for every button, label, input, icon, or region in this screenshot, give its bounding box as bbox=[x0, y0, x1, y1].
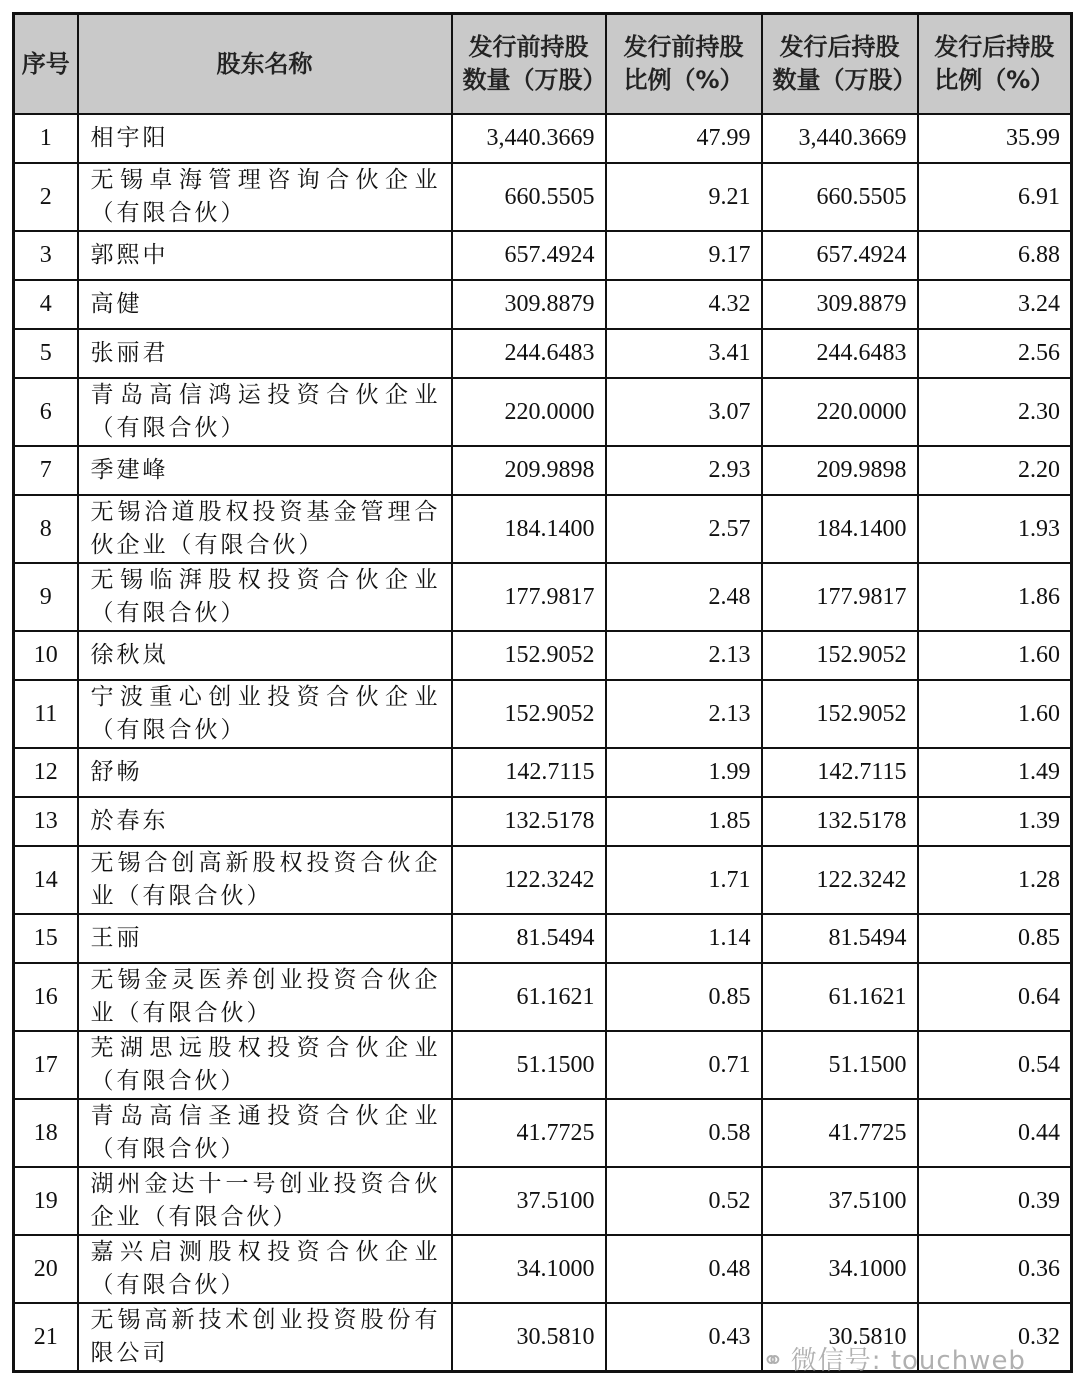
pre-issue-shares: 220.0000 bbox=[452, 378, 606, 446]
shareholder-name: 相宇阳 bbox=[78, 114, 452, 163]
pre-issue-ratio: 1.99 bbox=[606, 748, 762, 797]
pre-issue-shares: 657.4924 bbox=[452, 231, 606, 280]
pre-issue-ratio: 9.21 bbox=[606, 163, 762, 231]
post-issue-shares: 3,440.3669 bbox=[762, 114, 918, 163]
shareholder-name: 徐秋岚 bbox=[78, 631, 452, 680]
post-issue-ratio: 0.36 bbox=[918, 1235, 1072, 1303]
pre-issue-ratio: 9.17 bbox=[606, 231, 762, 280]
shareholder-name: 张丽君 bbox=[78, 329, 452, 378]
post-issue-ratio: 2.56 bbox=[918, 329, 1072, 378]
row-index: 21 bbox=[14, 1303, 78, 1372]
pre-issue-ratio: 2.93 bbox=[606, 446, 762, 495]
row-index: 6 bbox=[14, 378, 78, 446]
pre-issue-shares: 3,440.3669 bbox=[452, 114, 606, 163]
post-issue-shares: 152.9052 bbox=[762, 631, 918, 680]
row-index: 14 bbox=[14, 846, 78, 914]
post-issue-ratio: 1.86 bbox=[918, 563, 1072, 631]
pre-issue-shares: 61.1621 bbox=[452, 963, 606, 1031]
post-issue-shares: 81.5494 bbox=[762, 914, 918, 963]
post-issue-ratio: 0.44 bbox=[918, 1099, 1072, 1167]
row-index: 8 bbox=[14, 495, 78, 563]
post-issue-shares: 660.5505 bbox=[762, 163, 918, 231]
post-issue-shares: 30.5810 bbox=[762, 1303, 918, 1372]
post-issue-shares: 41.7725 bbox=[762, 1099, 918, 1167]
post-issue-shares: 209.9898 bbox=[762, 446, 918, 495]
post-issue-ratio: 0.85 bbox=[918, 914, 1072, 963]
header-row bbox=[14, 14, 1072, 115]
header-pre-ratio: 发行前持股比例（%） bbox=[606, 14, 762, 115]
table-row bbox=[14, 748, 1072, 797]
pre-issue-shares: 184.1400 bbox=[452, 495, 606, 563]
shareholder-name: 宁波重心创业投资合伙企业（有限合伙） bbox=[78, 680, 452, 748]
pre-issue-shares: 51.1500 bbox=[452, 1031, 606, 1099]
post-issue-ratio: 35.99 bbox=[918, 114, 1072, 163]
shareholder-name: 於春东 bbox=[78, 797, 452, 846]
pre-issue-ratio: 2.13 bbox=[606, 680, 762, 748]
post-issue-ratio: 1.60 bbox=[918, 631, 1072, 680]
table-row bbox=[14, 280, 1072, 329]
row-index: 15 bbox=[14, 914, 78, 963]
pre-issue-ratio: 0.43 bbox=[606, 1303, 762, 1372]
pre-issue-ratio: 0.48 bbox=[606, 1235, 762, 1303]
table-row bbox=[14, 1031, 1072, 1099]
post-issue-shares: 220.0000 bbox=[762, 378, 918, 446]
post-issue-ratio: 1.39 bbox=[918, 797, 1072, 846]
post-issue-ratio: 2.30 bbox=[918, 378, 1072, 446]
post-issue-shares: 184.1400 bbox=[762, 495, 918, 563]
table-row bbox=[14, 680, 1072, 748]
table-row bbox=[14, 446, 1072, 495]
table-row bbox=[14, 563, 1072, 631]
post-issue-shares: 132.5178 bbox=[762, 797, 918, 846]
table-row bbox=[14, 231, 1072, 280]
table-row bbox=[14, 1099, 1072, 1167]
row-index: 20 bbox=[14, 1235, 78, 1303]
table-row bbox=[14, 846, 1072, 914]
shareholder-name: 舒畅 bbox=[78, 748, 452, 797]
post-issue-shares: 61.1621 bbox=[762, 963, 918, 1031]
table-row bbox=[14, 378, 1072, 446]
row-index: 19 bbox=[14, 1167, 78, 1235]
post-issue-shares: 51.1500 bbox=[762, 1031, 918, 1099]
pre-issue-ratio: 1.14 bbox=[606, 914, 762, 963]
pre-issue-shares: 142.7115 bbox=[452, 748, 606, 797]
wechat-icon: ⚭ bbox=[762, 1346, 785, 1376]
pre-issue-ratio: 2.13 bbox=[606, 631, 762, 680]
pre-issue-ratio: 3.07 bbox=[606, 378, 762, 446]
post-issue-ratio: 3.24 bbox=[918, 280, 1072, 329]
shareholder-name: 嘉兴启测股权投资合伙企业（有限合伙） bbox=[78, 1235, 452, 1303]
pre-issue-shares: 30.5810 bbox=[452, 1303, 606, 1372]
header-post-ratio: 发行后持股比例（%） bbox=[918, 14, 1072, 115]
header-name: 股东名称 bbox=[78, 14, 452, 115]
row-index: 18 bbox=[14, 1099, 78, 1167]
pre-issue-shares: 660.5505 bbox=[452, 163, 606, 231]
pre-issue-ratio: 0.52 bbox=[606, 1167, 762, 1235]
post-issue-ratio: 1.60 bbox=[918, 680, 1072, 748]
post-issue-ratio: 0.64 bbox=[918, 963, 1072, 1031]
row-index: 10 bbox=[14, 631, 78, 680]
post-issue-shares: 309.8879 bbox=[762, 280, 918, 329]
post-issue-shares: 34.1000 bbox=[762, 1235, 918, 1303]
watermark-text: 微信号: touchweb bbox=[790, 1346, 1026, 1376]
row-index: 9 bbox=[14, 563, 78, 631]
shareholder-name: 无锡高新技术创业投资股份有限公司 bbox=[78, 1303, 452, 1372]
post-issue-ratio: 0.39 bbox=[918, 1167, 1072, 1235]
table-row bbox=[14, 1235, 1072, 1303]
header-post-shares: 发行后持股数量（万股） bbox=[762, 14, 918, 115]
pre-issue-shares: 37.5100 bbox=[452, 1167, 606, 1235]
post-issue-ratio: 6.88 bbox=[918, 231, 1072, 280]
pre-issue-ratio: 0.71 bbox=[606, 1031, 762, 1099]
post-issue-shares: 142.7115 bbox=[762, 748, 918, 797]
table-row bbox=[14, 797, 1072, 846]
table-row bbox=[14, 1167, 1072, 1235]
row-index: 13 bbox=[14, 797, 78, 846]
shareholder-name: 湖州金达十一号创业投资合伙企业（有限合伙） bbox=[78, 1167, 452, 1235]
pre-issue-shares: 132.5178 bbox=[452, 797, 606, 846]
pre-issue-ratio: 0.58 bbox=[606, 1099, 762, 1167]
post-issue-ratio: 6.91 bbox=[918, 163, 1072, 231]
pre-issue-shares: 122.3242 bbox=[452, 846, 606, 914]
pre-issue-shares: 309.8879 bbox=[452, 280, 606, 329]
post-issue-shares: 244.6483 bbox=[762, 329, 918, 378]
row-index: 16 bbox=[14, 963, 78, 1031]
pre-issue-ratio: 1.85 bbox=[606, 797, 762, 846]
pre-issue-shares: 81.5494 bbox=[452, 914, 606, 963]
post-issue-ratio: 1.93 bbox=[918, 495, 1072, 563]
table-row bbox=[14, 114, 1072, 163]
post-issue-shares: 37.5100 bbox=[762, 1167, 918, 1235]
table-row bbox=[14, 329, 1072, 378]
shareholder-name: 郭熙中 bbox=[78, 231, 452, 280]
shareholder-name: 青岛高信圣通投资合伙企业（有限合伙） bbox=[78, 1099, 452, 1167]
shareholder-name: 季建峰 bbox=[78, 446, 452, 495]
pre-issue-shares: 177.9817 bbox=[452, 563, 606, 631]
row-index: 7 bbox=[14, 446, 78, 495]
shareholder-name: 无锡卓海管理咨询合伙企业（有限合伙） bbox=[78, 163, 452, 231]
pre-issue-ratio: 2.57 bbox=[606, 495, 762, 563]
post-issue-ratio: 1.28 bbox=[918, 846, 1072, 914]
row-index: 4 bbox=[14, 280, 78, 329]
pre-issue-shares: 152.9052 bbox=[452, 680, 606, 748]
post-issue-shares: 657.4924 bbox=[762, 231, 918, 280]
watermark bbox=[762, 1340, 1026, 1377]
row-index: 2 bbox=[14, 163, 78, 231]
table-row bbox=[14, 163, 1072, 231]
header-pre-shares: 发行前持股数量（万股） bbox=[452, 14, 606, 115]
pre-issue-shares: 152.9052 bbox=[452, 631, 606, 680]
shareholder-name: 无锡临湃股权投资合伙企业（有限合伙） bbox=[78, 563, 452, 631]
pre-issue-ratio: 3.41 bbox=[606, 329, 762, 378]
row-index: 12 bbox=[14, 748, 78, 797]
shareholder-name: 芜湖思远股权投资合伙企业（有限合伙） bbox=[78, 1031, 452, 1099]
row-index: 17 bbox=[14, 1031, 78, 1099]
table-row bbox=[14, 631, 1072, 680]
pre-issue-ratio: 1.71 bbox=[606, 846, 762, 914]
post-issue-shares: 122.3242 bbox=[762, 846, 918, 914]
header-index: 序号 bbox=[14, 14, 78, 115]
post-issue-shares: 152.9052 bbox=[762, 680, 918, 748]
pre-issue-shares: 244.6483 bbox=[452, 329, 606, 378]
row-index: 3 bbox=[14, 231, 78, 280]
shareholder-name: 无锡洽道股权投资基金管理合伙企业（有限合伙） bbox=[78, 495, 452, 563]
pre-issue-ratio: 47.99 bbox=[606, 114, 762, 163]
table-row bbox=[14, 914, 1072, 963]
pre-issue-shares: 34.1000 bbox=[452, 1235, 606, 1303]
pre-issue-ratio: 0.85 bbox=[606, 963, 762, 1031]
shareholder-name: 青岛高信鸿运投资合伙企业（有限合伙） bbox=[78, 378, 452, 446]
pre-issue-shares: 209.9898 bbox=[452, 446, 606, 495]
table-row bbox=[14, 963, 1072, 1031]
row-index: 1 bbox=[14, 114, 78, 163]
post-issue-ratio: 0.32 bbox=[918, 1303, 1072, 1372]
pre-issue-ratio: 4.32 bbox=[606, 280, 762, 329]
shareholder-name: 王丽 bbox=[78, 914, 452, 963]
table-row bbox=[14, 495, 1072, 563]
row-index: 11 bbox=[14, 680, 78, 748]
post-issue-ratio: 0.54 bbox=[918, 1031, 1072, 1099]
pre-issue-ratio: 2.48 bbox=[606, 563, 762, 631]
pre-issue-shares: 41.7725 bbox=[452, 1099, 606, 1167]
post-issue-ratio: 1.49 bbox=[918, 748, 1072, 797]
post-issue-ratio: 2.20 bbox=[918, 446, 1072, 495]
shareholder-table bbox=[12, 12, 1073, 1373]
shareholder-name: 高健 bbox=[78, 280, 452, 329]
shareholder-name: 无锡金灵医养创业投资合伙企业（有限合伙） bbox=[78, 963, 452, 1031]
shareholder-name: 无锡合创高新股权投资合伙企业（有限合伙） bbox=[78, 846, 452, 914]
post-issue-shares: 177.9817 bbox=[762, 563, 918, 631]
row-index: 5 bbox=[14, 329, 78, 378]
